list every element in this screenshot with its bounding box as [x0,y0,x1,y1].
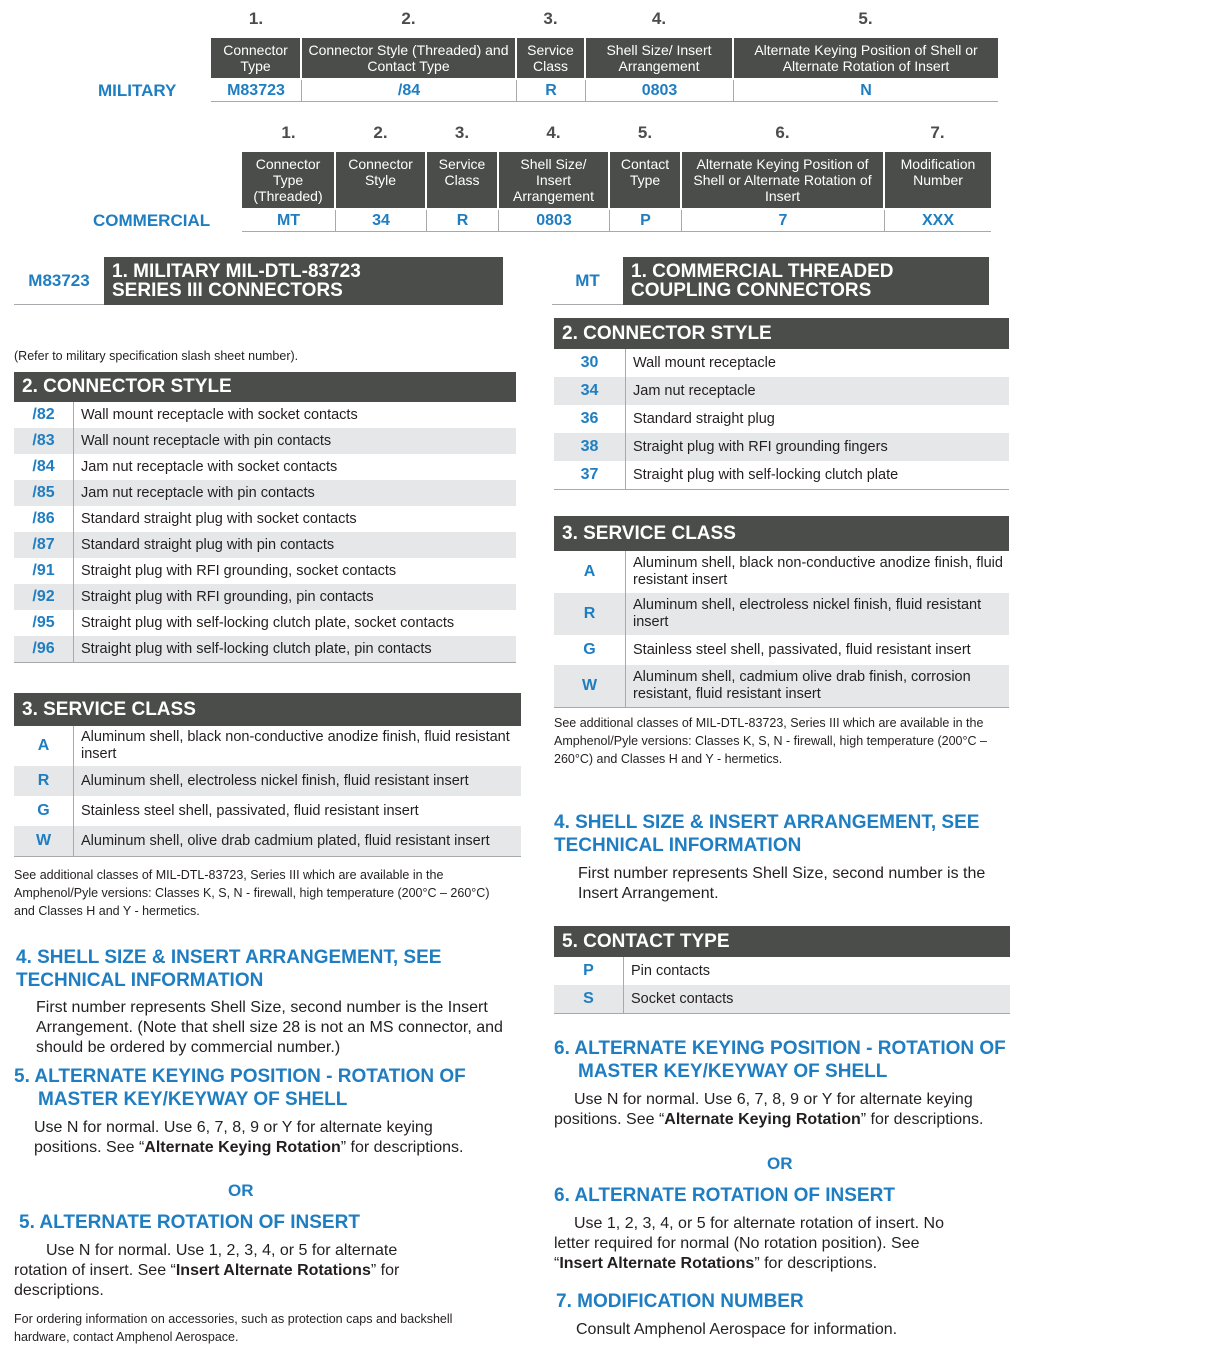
row-description: Stainless steel shell, passivated, fluid resistant insert [633,641,971,658]
table-row [554,377,1009,405]
row-description: Straight plug with RFI grounding, pin contacts [81,588,374,605]
row-code: P [554,957,624,985]
table-row [554,985,1010,1013]
row-description: Pin contacts [631,962,710,979]
military-code-box: M83723 [14,257,104,305]
row-description: Straight plug with self-locking clutch plate, socket contacts [81,614,455,631]
mil-connector-style-table [14,402,516,663]
row-description: Jam nut receptacle with pin contacts [81,484,315,501]
row-code: /95 [14,610,74,636]
table-row [14,610,516,636]
com-rotation-body-post: ” for descriptions. [754,1255,878,1272]
mil-rotation-body-post: ” for descriptions. [14,1262,400,1299]
table-row [14,402,516,428]
mil-col-num-5: 5. [858,9,873,28]
table-row [14,636,516,662]
com-value-2: 34 [335,210,426,232]
com-service-class-note: See additional classes of MIL-DTL-83723, Series III which are available in the Amphenol/Pyle versions: Classes K, S, N - firewall, high temperature (200°C – 260°C) and Classes H and Y - hermetics. [554,716,987,766]
row-description: Straight plug with self-locking clutch plate, pin contacts [81,640,432,657]
com-modification-heading: 7. MODIFICATION NUMBER [556,1291,804,1312]
accessories-footer-note: For ordering information on accessories, such as protection caps and backshell hardware, contact Amphenol Aerospace. [14,1312,453,1344]
mil-col-num-4: 4. [651,9,667,28]
com-rotation-heading: 6. ALTERNATE ROTATION OF INSERT [554,1185,895,1206]
com-or-divider: OR [767,1154,793,1173]
row-code: W [14,826,74,856]
com-shell-size-heading: 4. SHELL SIZE & INSERT ARRANGEMENT, SEE TECHNICAL INFORMATION [554,812,980,856]
row-description: Standard straight plug with socket contacts [81,510,357,527]
com-rotation-body-pre: Use 1, 2, 3, 4, or 5 for alternate rotation of insert. No letter required for normal (No rotation position). See “ [554,1215,944,1272]
com-value-3: R [426,210,498,232]
row-description: Straight plug with RFI grounding fingers [633,438,888,455]
mil-service-class-note: See additional classes of MIL-DTL-83723, Series III which are available in the Amphenol/Pyle versions: Classes K, S, N - firewall, high temperature (200°C – 260°C) and Classes H and Y - hermetics. [14,868,490,918]
com-shell-size-body: First number represents Shell Size, second number is the Insert Arrangement. [578,865,986,902]
mil-value-3: R [516,80,585,102]
mil-col-num-3: 3. [543,9,558,28]
table-row [554,635,1009,665]
row-code: /84 [14,454,74,480]
row-description: Wall nount receptacle with pin contacts [81,432,332,449]
com-rotation-link[interactable]: Insert Alternate Rotations [559,1255,755,1272]
table-row [14,558,516,584]
table-row [14,796,521,826]
com-col-num-2: 2. [373,123,388,142]
com-col-num-7: 7. [930,123,945,142]
row-description: Straight plug with RFI grounding, socket contacts [81,562,397,579]
mil-keying-body-post: ” for descriptions. [340,1139,464,1156]
mil-connector-style-header: 2. CONNECTOR STYLE [14,372,516,402]
row-description: Standard straight plug [633,410,775,427]
military-title [104,257,503,305]
commercial-title [623,257,989,305]
com-col-num-6: 6. [775,123,790,142]
mil-value-2: /84 [301,80,516,102]
row-code: 37 [554,461,626,489]
com-col-header-6: Alternate Keying Position of Shell or Alternate Rotation of Insert [682,152,883,208]
row-description: Aluminum shell, black non-conductive anodize finish, fluid resistant insert [633,555,1003,588]
mil-keying-body [14,1118,474,1158]
row-description: Jam nut receptacle with socket contacts [81,458,338,475]
mil-rotation-body [14,1241,434,1301]
com-keying-body-pre: Use N for normal. Use 6, 7, 8, 9 or Y for alternate keying positions. See “ [554,1091,973,1128]
table-row [14,428,516,454]
com-col-header-2: Connector Style [336,152,425,208]
com-value-7: XXX [884,210,991,232]
mil-col-header-2: Connector Style (Threaded) and Contact Type [302,38,515,78]
com-col-header-1: Connector Type (Threaded) [242,152,334,208]
row-code: S [554,985,624,1013]
row-code: /91 [14,558,74,584]
table-row [14,532,516,558]
com-keying-body-post: ” for descriptions. [860,1111,984,1128]
military-title-line1: 1. MILITARY MIL-DTL-83723 [112,261,361,282]
com-value-6: 7 [681,210,884,232]
table-row [14,726,521,766]
mil-rotation-link[interactable]: Insert Alternate Rotations [175,1262,371,1279]
commercial-code-box: MT [552,257,623,305]
mil-keying-link[interactable]: Alternate Keying Rotation [144,1139,341,1156]
mil-col-header-5: Alternate Keying Position of Shell or Alternate Rotation of Insert [734,38,998,78]
row-description: Aluminum shell, black non-conductive anodize finish, fluid resistant insert [81,729,510,762]
row-description: Wall mount receptacle with socket contacts [81,406,358,423]
table-row [14,584,516,610]
com-contact-type-header: 5. CONTACT TYPE [554,926,1010,957]
row-description: Straight plug with self-locking clutch plate [633,466,899,483]
row-description: Stainless steel shell, passivated, fluid resistant insert [81,802,419,819]
row-code: R [554,593,626,635]
table-row [14,454,516,480]
mil-col-num-2: 2. [401,9,416,28]
com-connector-style-table [554,349,1009,490]
mil-value-1: M83723 [211,80,301,102]
com-keying-heading: 6. ALTERNATE KEYING POSITION - ROTATION OF MASTER KEY/KEYWAY OF SHELL [554,1038,1006,1082]
row-code: W [554,665,626,707]
row-code: 30 [554,349,626,377]
row-code: A [554,551,626,593]
com-keying-link[interactable]: Alternate Keying Rotation [664,1111,861,1128]
military-label: MILITARY [98,81,177,100]
row-description: Aluminum shell, electroless nickel finish, fluid resistant insert [81,772,469,789]
mil-service-class-header: 3. SERVICE CLASS [14,693,521,726]
row-code: 36 [554,405,626,433]
mil-col-header-4: Shell Size/ Insert Arrangement [586,38,732,78]
com-value-4: 0803 [498,210,609,232]
table-row [14,826,521,856]
commercial-title-line2: COUPLING CONNECTORS [631,280,872,301]
row-code: /87 [14,532,74,558]
mil-service-class-table [14,726,521,857]
row-code: /96 [14,636,74,662]
com-col-header-3: Service Class [427,152,497,208]
row-code: /82 [14,402,74,428]
table-row [14,506,516,532]
mil-keying-heading: 5. ALTERNATE KEYING POSITION - ROTATION OF MASTER KEY/KEYWAY OF SHELL [14,1066,466,1110]
row-code: R [14,766,74,796]
table-row [14,480,516,506]
table-row [14,766,521,796]
table-row [554,551,1009,593]
com-modification-body: Consult Amphenol Aerospace for information. [576,1321,898,1338]
mil-keying-body-pre: Use N for normal. Use 6, 7, 8, 9 or Y for alternate keying positions. See “ [34,1119,433,1156]
row-code: /86 [14,506,74,532]
com-value-1: MT [242,210,335,232]
table-row [554,433,1009,461]
row-code: G [554,635,626,665]
mil-col-header-1: Connector Type [211,38,300,78]
row-code: 38 [554,433,626,461]
mil-col-num-1: 1. [248,9,264,28]
commercial-title-line1: 1. COMMERCIAL THREADED [631,261,894,282]
row-description: Socket contacts [631,990,734,1007]
row-code: 34 [554,377,626,405]
mil-or-divider: OR [228,1181,254,1200]
row-description: Aluminum shell, electroless nickel finish, fluid resistant insert [633,597,982,630]
mil-rotation-body-pre: Use N for normal. Use 1, 2, 3, 4, or 5 for alternate rotation of insert. See “ [14,1242,398,1279]
table-row [554,665,1009,707]
row-code: A [14,726,74,766]
row-code: /85 [14,480,74,506]
row-code: /92 [14,584,74,610]
row-description: Standard straight plug with pin contacts [81,536,335,553]
row-code: G [14,796,74,826]
com-col-header-5: Contact Type [610,152,680,208]
mil-shell-size-body: First number represents Shell Size, second number is the Insert Arrangement. (Note that shell size 28 is not an MS connector, and should be ordered by commercial number.) [36,999,503,1056]
row-description: Wall mount receptacle [633,354,776,371]
commercial-label: COMMERCIAL [93,211,211,230]
com-rotation-body [554,1214,969,1274]
com-col-num-5: 5. [637,123,653,142]
com-contact-type-table [554,957,1010,1014]
com-service-class-header: 3. SERVICE CLASS [554,516,1009,551]
table-row [554,957,1010,985]
com-connector-style-header: 2. CONNECTOR STYLE [554,318,1009,349]
table-row [554,593,1009,635]
com-service-class-table [554,551,1009,708]
table-row [554,461,1009,489]
mil-col-header-3: Service Class [517,38,584,78]
row-description: Jam nut receptacle [633,382,756,399]
com-col-header-4: Shell Size/ Insert Arrangement [499,152,608,208]
military-title-line2: SERIES III CONNECTORS [112,280,343,301]
com-value-5: P [609,210,681,232]
table-row [554,349,1009,377]
com-col-num-3: 3. [454,123,470,142]
com-col-header-7: Modification Number [885,152,991,208]
row-description: Aluminum shell, olive drab cadmium plated, fluid resistant insert [81,832,490,849]
row-description: Aluminum shell, cadmium olive drab finish, corrosion resistant, fluid resistant insert [633,669,971,702]
refer-note: (Refer to military specification slash sheet number). [14,349,299,363]
com-col-num-4: 4. [546,123,561,142]
com-col-num-1: 1. [281,123,296,142]
row-code: /83 [14,428,74,454]
table-row [554,405,1009,433]
mil-rotation-heading: 5. ALTERNATE ROTATION OF INSERT [19,1212,360,1233]
com-keying-body [554,1090,994,1130]
mil-value-5: N [733,80,998,102]
mil-shell-size-heading: 4. SHELL SIZE & INSERT ARRANGEMENT, SEE TECHNICAL INFORMATION [16,947,442,991]
mil-value-4: 0803 [585,80,733,102]
